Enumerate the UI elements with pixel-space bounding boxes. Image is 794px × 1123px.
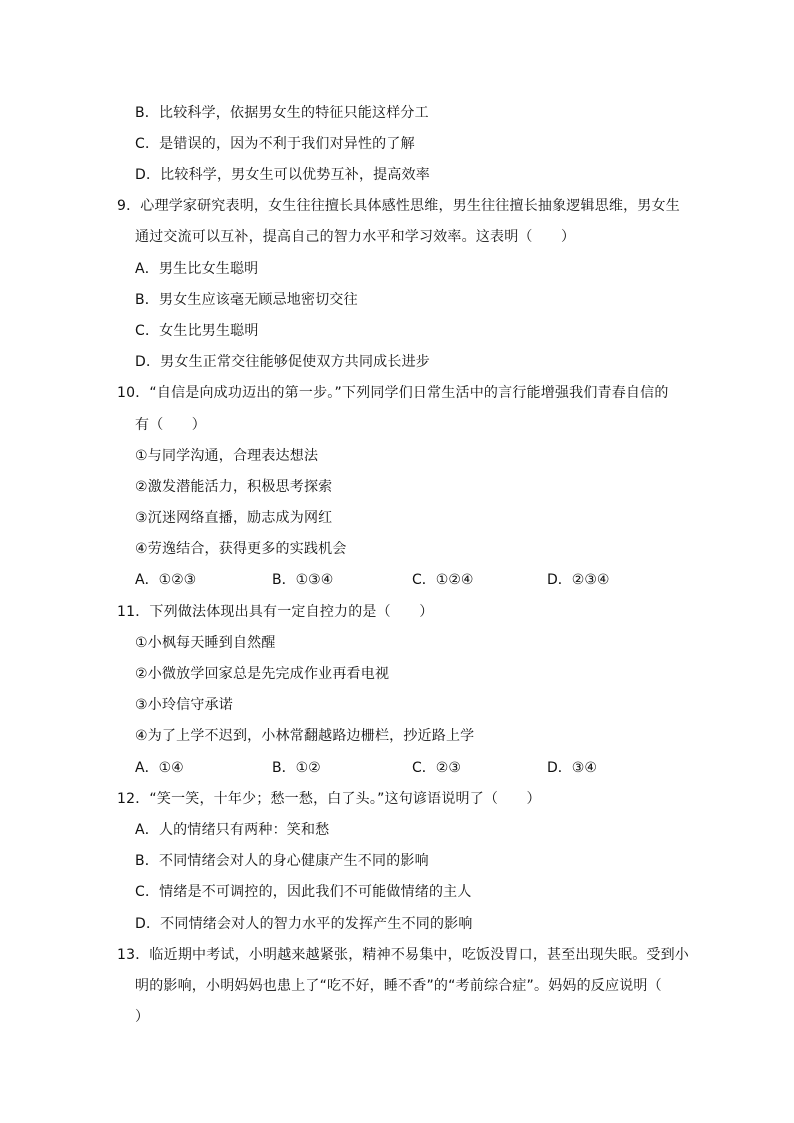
q10-option-a: A．①②③ xyxy=(135,572,197,588)
q9-stem-line2: 通过交流可以互补，提高自己的智力水平和学习效率。这表明（ ） xyxy=(135,229,576,245)
q12-option-c: C．情绪是不可调控的，因此我们不可能做情绪的主人 xyxy=(135,884,472,900)
q9-option-c: C．女生比男生聪明 xyxy=(135,323,259,339)
q12-option-d: D．不同情绪会对人的智力水平的发挥产生不同的影响 xyxy=(135,916,473,932)
q9-option-b: B．男女生应该毫无顾忌地密切交往 xyxy=(135,292,358,308)
q11-option-d: D．③④ xyxy=(547,760,597,776)
q8-option-c: C．是错误的，因为不利于我们对异性的了解 xyxy=(135,136,415,152)
q12-stem: 12．“笑一笑，十年少；愁一愁，白了头。”这句谚语说明了（ ） xyxy=(117,791,541,807)
q10-item-4: ④劳逸结合，获得更多的实践机会 xyxy=(135,541,347,557)
q11-stem: 11．下列做法体现出具有一定自控力的是（ ） xyxy=(117,604,434,620)
q9-option-d: D．男女生正常交往能够促使双方共同成长进步 xyxy=(135,354,430,370)
q8-option-b: B．比较科学，依据男女生的特征只能这样分工 xyxy=(135,105,429,121)
q12-option-b: B．不同情绪会对人的身心健康产生不同的影响 xyxy=(135,853,429,869)
q10-option-b: B．①③④ xyxy=(272,572,334,588)
q11-item-1: ①小枫每天睡到自然醒 xyxy=(135,635,276,651)
q13-stem-line1: 13．临近期中考试，小明越来越紧张，精神不易集中，吃饭没胃口，甚至出现失眠。受到小 xyxy=(117,947,690,963)
q13-stem-line3: ） xyxy=(135,1009,150,1025)
q11-item-2: ②小微放学回家总是先完成作业再看电视 xyxy=(135,666,390,682)
q10-item-3: ③沉迷网络直播，励志成为网红 xyxy=(135,510,333,526)
q10-item-2: ②激发潜能活力，积极思考探索 xyxy=(135,479,333,495)
q8-option-d: D．比较科学，男女生可以优势互补，提高效率 xyxy=(135,167,430,183)
q9-stem-line1: 9．心理学家研究表明，女生往往擅长具体感性思维，男生往往擅长抽象逻辑思维，男女生 xyxy=(117,198,680,214)
q11-item-3: ③小玲信守承诺 xyxy=(135,697,233,713)
q10-option-c: C．①②④ xyxy=(412,572,474,588)
q11-option-a: A．①④ xyxy=(135,760,184,776)
q9-option-a: A．男生比女生聪明 xyxy=(135,261,259,277)
q10-option-d: D．②③④ xyxy=(547,572,610,588)
q10-stem-line2: 有（ ） xyxy=(135,417,206,433)
q10-stem-line1: 10．“自信是向成功迈出的第一步。”下列同学们日常生活中的言行能增强我们青春自信的 xyxy=(117,385,669,401)
q10-item-1: ①与同学沟通，合理表达想法 xyxy=(135,448,319,464)
q12-option-a: A．人的情绪只有两种：笑和愁 xyxy=(135,822,330,838)
q13-stem-line2: 明的影响，小明妈妈也患上了“吃不好，睡不香”的“考前综合症”。妈妈的反应说明（ xyxy=(135,978,662,994)
q11-option-b: B．①② xyxy=(272,760,321,776)
q11-option-c: C．②③ xyxy=(412,760,461,776)
q11-item-4: ④为了上学不迟到，小林常翻越路边栅栏，抄近路上学 xyxy=(135,728,475,744)
